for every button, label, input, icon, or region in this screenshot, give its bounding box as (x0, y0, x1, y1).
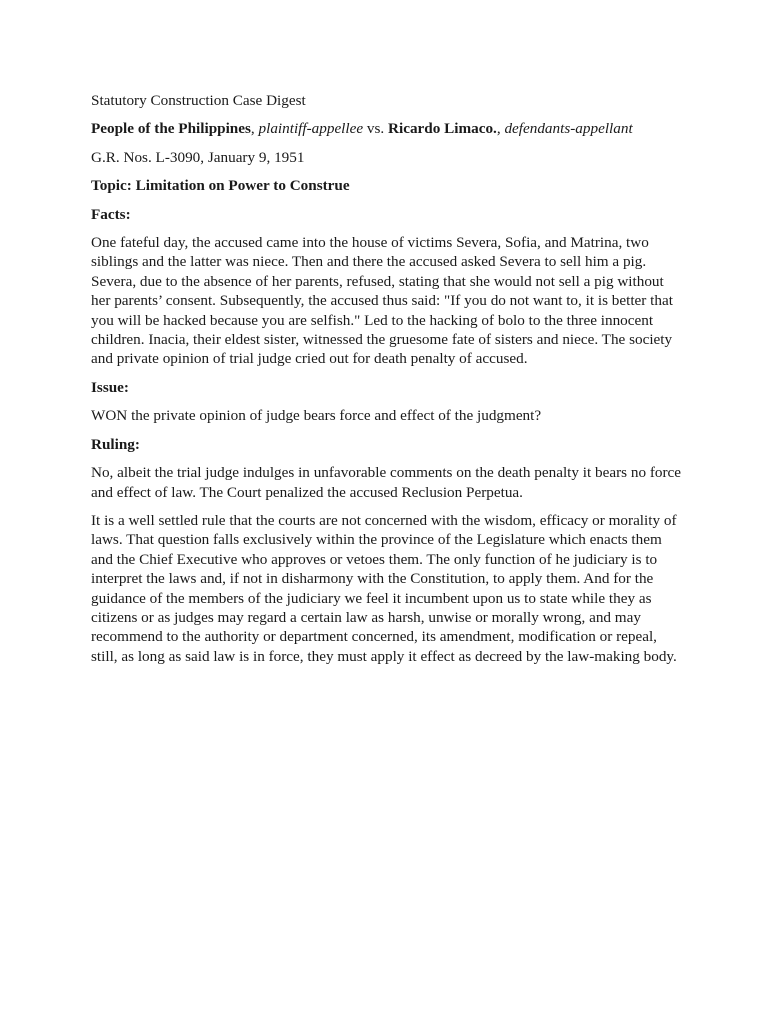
plaintiff-name: People of the Philippines (91, 120, 251, 138)
issue-text: WON the private opinion of judge bears force and effect of the judgment? (91, 407, 542, 425)
case-parties: People of the Philippines, plaintiff-appellee vs. Ricardo Limaco., defendants-appellant (91, 120, 633, 138)
facts-text: One fateful day, the accused came into the house of victims Severa, Sofia, and Matrina, two siblings and the latter was niece. Then and there the accused asked Severa to sell him a pig. Severa, due to the absence of her parents, refused, stating that she would not sell a pig without her parents’ consent. Subsequently, the accused thus said: "If you do not want to, it is better that you will be hacked because you are selfish." Led to the hacking of bolo to the three innocent children. Inacia, their eldest sister, witnessed the gruesome fate of sisters and niece. The society and private opinion of trial judge cried out for death penalty of accused. (91, 234, 673, 368)
case-citation: G.R. Nos. L-3090, January 9, 1951 (91, 148, 305, 166)
document-title: Statutory Construction Case Digest (91, 92, 306, 109)
facts-heading: Facts: (91, 205, 131, 223)
ruling-text-2: It is a well settled rule that the courts are not concerned with the wisdom, efficacy or morality of laws. That question falls exclusively within the province of the Legislature which enacts them and the Chief Executive who approves or vetoes them. The only function of he judiciary is to interpret the laws and, if not in disharmony with the Constitution, to apply them. And for the guidance of the members of the judiciary we feel it incumbent upon us to state while they as citizens or as judges may regard a certain law as harsh, unwise or morally wrong, and may recommend to the authority or department concerned, its amendment, modification or repeal, still, as long as said law is in force, they must apply it effect as decreed by the law-making body. (91, 511, 677, 665)
ruling-text-1: No, albeit the trial judge indulges in unfavorable comments on the death penalty it bears no force and effect of law. The Court penalized the accused Reclusion Perpetua. (91, 464, 682, 501)
defendant-role: defendants-appellant (504, 120, 633, 138)
topic-heading: Topic: Limitation on Power to Construe (91, 177, 350, 195)
document-page (91, 91, 691, 675)
versus-text: vs. (366, 120, 385, 138)
ruling-heading: Ruling: (91, 435, 140, 453)
plaintiff-role: plaintiff-appellee (258, 120, 364, 138)
defendant-name: Ricardo Limaco. (388, 120, 497, 138)
issue-heading: Issue: (91, 378, 129, 396)
